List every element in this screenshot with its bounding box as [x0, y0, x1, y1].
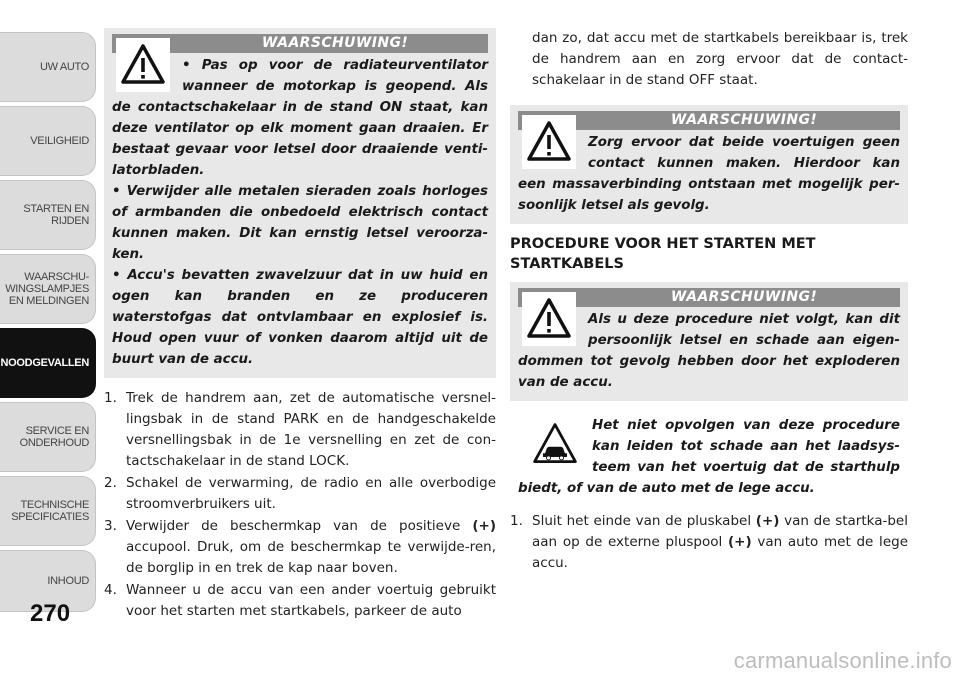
warning-text: Als u deze procedure niet volgt, kan dit persoonlijk letsel en schade aan eigen-dommen tot gevolg hebben door het exploderen van de accu. — [518, 312, 900, 390]
warning-text: Zorg ervoor dat beide voertuigen geen contact kunnen maken. Hierdoor kan een massaverbinding ontstaan met mogelijk per-soonlijk letsel als gevolg. — [518, 135, 900, 213]
step-text: Wanneer u de accu van een ander voertuig gebruikt voor het starten met startkabels, parkeer de auto — [126, 582, 496, 619]
section-heading: PROCEDURE VOOR HET STARTEN MET STARTKABELS — [510, 236, 816, 272]
step-number: 4. — [104, 582, 117, 598]
step-number: 1. — [104, 390, 117, 406]
watermark-text: carmanualsonline.info — [733, 648, 952, 673]
tab-noodgevallen[interactable] — [0, 328, 96, 398]
right-column — [510, 0, 908, 575]
warning-item: • Pas op voor de radiateurventilator wanneer de motorkap is geopend. Als de contactschakelaar in de stand ON staat, kan deze ventilator op elk moment gaan draaien. Er bestaat gevaar voor letsel door draaiende venti-latorbladen. — [112, 58, 488, 178]
warning-title: WAARSCHUWING! — [518, 111, 900, 130]
warning-item: • Verwijder alle metalen sieraden zoals horloges of armbanden die onbedoeld elektrisch contact kunnen maken. Dit kan ernstig letsel veroorza-ken. — [112, 184, 488, 262]
list-item — [104, 516, 496, 579]
tab-veiligheid[interactable] — [0, 106, 96, 176]
step-number: 1. — [510, 513, 523, 529]
vehicle-caution-icon — [530, 419, 580, 469]
warning-item: • Accu's bevatten zwavelzuur dat in uw huid en ogen kan branden en ze produceren waterstofgas dat ontvlambaar en explosief is. Houd open vuur of vonken daarom altijd uit de buurt van de accu. — [112, 268, 488, 367]
left-column — [104, 0, 496, 623]
step-text: Schakel de verwarming, de radio en alle overbodige stroomverbruikers uit. — [126, 475, 496, 512]
tab-label: TECHNISCHE SPECIFICATIES — [11, 499, 89, 523]
plus-sign: (+) — [472, 518, 496, 534]
tab-label: WAARSCHU- WINGSLAMPJES EN MELDINGEN — [5, 271, 89, 307]
tab-waarschuwingslampjes[interactable] — [0, 254, 96, 324]
list-item — [510, 511, 908, 574]
tab-label: UW AUTO — [39, 61, 89, 73]
tab-service-en-onderhoud[interactable] — [0, 402, 96, 472]
step-text — [532, 511, 908, 574]
caution-text: Het niet opvolgen van deze procedure kan leiden tot schade aan het laadsys-teem van het voertuig dat de starthulp biedt, of van de auto met de lege accu. — [518, 418, 900, 496]
page-number: 270 — [30, 600, 71, 627]
warning-title: WAARSCHUWING! — [518, 288, 900, 307]
warning-box — [104, 28, 496, 378]
list-item — [104, 580, 496, 622]
list-item — [104, 388, 496, 472]
step-text-part: van de startka-bel aan op de externe pluspool — [532, 513, 908, 550]
step-number: 3. — [104, 518, 117, 534]
tab-label: SERVICE EN ONDERHOUD — [19, 425, 89, 449]
step-continuation: dan zo, dat accu met de startkabels bereikbaar is, trek de handrem aan en zorg ervoor dat de contact-schakelaar in de stand OFF staat. — [532, 30, 908, 88]
list-item — [104, 473, 496, 515]
warning-triangle-icon — [522, 292, 576, 346]
tab-label: STARTEN EN RIJDEN — [23, 203, 89, 227]
warning-triangle-icon — [522, 115, 576, 169]
plus-sign: (+) — [755, 513, 780, 529]
step-text-part: Sluit het einde van de pluskabel — [532, 513, 756, 529]
step-text-part: Verwijder de beschermkap van de positieve — [126, 518, 473, 534]
warning-triangle-icon — [116, 38, 170, 92]
warning-title: WAARSCHUWING! — [112, 34, 488, 53]
step-number: 2. — [104, 475, 117, 491]
plus-sign: (+) — [727, 534, 752, 550]
warning-box — [510, 282, 908, 401]
tab-starten-en-rijden[interactable] — [0, 180, 96, 250]
chapter-sidebar — [0, 0, 98, 678]
step-text: Trek de handrem aan, zet de automatische versnel-lingsbak in de stand PARK en de handgeschakelde versnellingsbak in de 1e versnelling en zet de con-tactschakelaar in de stand LOCK. — [126, 390, 496, 469]
tab-uw-auto[interactable] — [0, 32, 96, 102]
steps-list — [104, 388, 496, 622]
warning-box — [510, 105, 908, 224]
step-text-part: van auto met de lege accu. — [532, 534, 908, 571]
tab-label: NOODGEVALLEN — [0, 357, 89, 369]
steps-list — [510, 511, 908, 574]
caution-box — [510, 411, 908, 507]
step-text — [126, 516, 496, 579]
tab-technische-specificaties[interactable] — [0, 476, 96, 546]
step-text-part: accupool. Druk, om de beschermkap te verwijde-ren, de borglip in en trek de kap naar boven. — [126, 539, 496, 576]
tab-label: INHOUD — [47, 575, 89, 587]
tab-label: VEILIGHEID — [30, 135, 89, 147]
